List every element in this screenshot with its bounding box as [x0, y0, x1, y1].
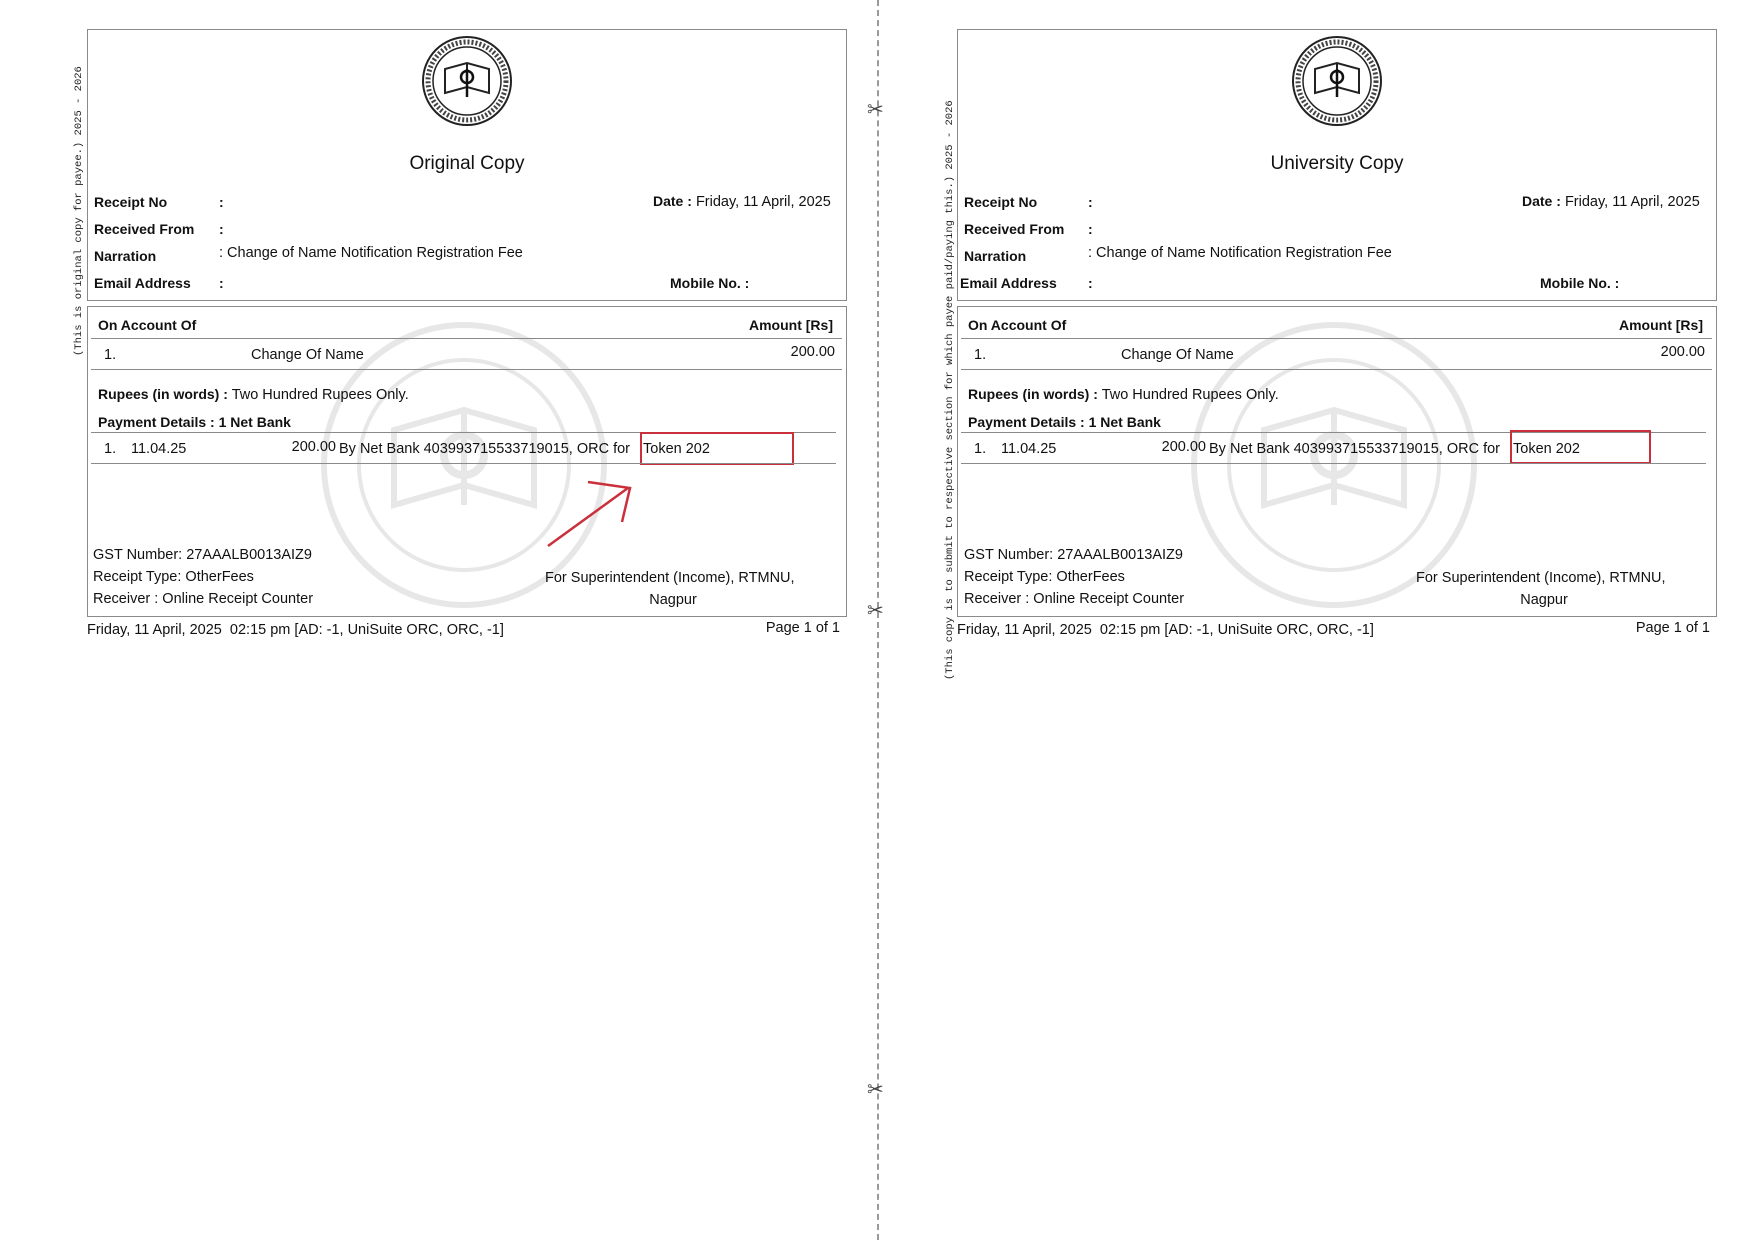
email-colon: :	[1088, 275, 1093, 291]
date-field	[653, 193, 831, 210]
footer-timestamp: Friday, 11 April, 2025 02:15 pm [AD: -1, UniSuite ORC, ORC, -1]	[957, 622, 1374, 638]
mobile-label: Mobile No. :	[670, 275, 750, 291]
payment-row-no: 1.	[974, 441, 987, 457]
payment-row-description: By Net Bank 403993715533719015, ORC for	[1209, 441, 1501, 457]
rupees-value: Two Hundred Rupees Only.	[1101, 387, 1279, 403]
narration-label: Narration	[964, 248, 1027, 264]
token-highlight-box	[640, 432, 794, 465]
receiver: Receiver : Online Receipt Counter	[93, 591, 314, 607]
receipt-no-colon: :	[1088, 194, 1093, 210]
table-row-amount: 200.00	[790, 344, 835, 360]
received-from-label: Received From	[964, 221, 1065, 237]
rupees-in-words	[968, 386, 1279, 403]
copy-title: Original Copy	[409, 153, 525, 174]
divider	[91, 338, 842, 339]
divider	[961, 338, 1712, 339]
table-header-amount: Amount [Rs]	[749, 317, 833, 333]
scissor-icon: ✂	[867, 600, 884, 622]
payment-row-no: 1.	[104, 441, 117, 457]
payment-row-token: Token 202	[1513, 441, 1580, 457]
divider	[961, 463, 1706, 464]
table-row-item: Change Of Name	[1121, 347, 1234, 363]
table-row-amount: 200.00	[1660, 344, 1705, 360]
payment-row-amount: 200.00	[1161, 439, 1206, 455]
divider	[961, 369, 1712, 370]
payment-details-label: Payment Details : 1 Net Bank	[98, 414, 291, 430]
mobile-label: Mobile No. :	[1540, 275, 1620, 291]
receipt-no-label: Receipt No	[94, 194, 168, 210]
signatory-line2: Nagpur	[649, 592, 697, 608]
table-row-item: Change Of Name	[251, 347, 364, 363]
highlight-arrow-icon	[540, 478, 640, 550]
university-seal-icon	[421, 35, 513, 127]
narration-label: Narration	[94, 248, 157, 264]
email-label: Email Address	[960, 275, 1057, 291]
footer-timestamp: Friday, 11 April, 2025 02:15 pm [AD: -1, UniSuite ORC, ORC, -1]	[87, 622, 504, 638]
table-header-account: On Account Of	[98, 317, 197, 333]
payment-row-description: By Net Bank 403993715533719015, ORC for	[339, 441, 631, 457]
payment-details-label: Payment Details : 1 Net Bank	[968, 414, 1161, 430]
received-from-label: Received From	[94, 221, 195, 237]
scissor-icon: ✂	[867, 1079, 884, 1101]
date-field	[1522, 193, 1700, 210]
narration-value: : Change of Name Notification Registration Fee	[219, 245, 523, 261]
narration-value: : Change of Name Notification Registration Fee	[1088, 245, 1392, 261]
received-from-colon: :	[1088, 221, 1093, 237]
date-value: Friday, 11 April, 2025	[695, 194, 831, 210]
receiver: Receiver : Online Receipt Counter	[964, 591, 1185, 607]
divider	[91, 369, 842, 370]
table-header-amount: Amount [Rs]	[1619, 317, 1703, 333]
received-from-colon: :	[219, 221, 224, 237]
email-label: Email Address	[94, 275, 191, 291]
watermark-seal-icon	[319, 320, 609, 610]
copy-title: University Copy	[1270, 153, 1404, 174]
side-note: (This is original copy for payee.) 2025 - 2026	[73, 66, 85, 356]
signatory-line2: Nagpur	[1520, 592, 1568, 608]
footer-page-number: Page 1 of 1	[765, 620, 840, 636]
date-label: Date :	[653, 193, 692, 209]
receipt-type: Receipt Type: OtherFees	[964, 569, 1125, 585]
watermark-seal-icon	[1189, 320, 1479, 610]
payment-row-amount: 200.00	[291, 439, 336, 455]
payment-row-date: 11.04.25	[131, 441, 187, 457]
rupees-value: Two Hundred Rupees Only.	[231, 387, 409, 403]
signatory-line1: For Superintendent (Income), RTMNU,	[545, 570, 795, 586]
gst-number: GST Number: 27AAALB0013AIZ9	[93, 547, 312, 563]
gst-number: GST Number: 27AAALB0013AIZ9	[964, 547, 1183, 563]
rupees-in-words	[98, 386, 409, 403]
receipt-no-colon: :	[219, 194, 224, 210]
divider	[91, 463, 836, 464]
date-label: Date :	[1522, 193, 1561, 209]
side-note: (This copy is to submit to respective section for which payee paid/paying this.) 2025 - 2026	[944, 100, 956, 680]
rupees-label: Rupees (in words) :	[968, 386, 1098, 402]
rupees-label: Rupees (in words) :	[98, 386, 228, 402]
receipt-type: Receipt Type: OtherFees	[93, 569, 254, 585]
footer-page-number: Page 1 of 1	[1635, 620, 1710, 636]
date-value: Friday, 11 April, 2025	[1564, 194, 1700, 210]
scissor-icon: ✂	[867, 99, 884, 121]
receipt-no-label: Receipt No	[964, 194, 1038, 210]
table-row-no: 1.	[104, 347, 117, 363]
email-colon: :	[219, 275, 224, 291]
signatory-line1: For Superintendent (Income), RTMNU,	[1416, 570, 1666, 586]
university-seal-icon	[1291, 35, 1383, 127]
table-row-no: 1.	[974, 347, 987, 363]
payment-row-token: Token 202	[643, 441, 710, 457]
token-highlight-box	[1510, 430, 1651, 464]
table-header-account: On Account Of	[968, 317, 1067, 333]
payment-row-date: 11.04.25	[1001, 441, 1057, 457]
